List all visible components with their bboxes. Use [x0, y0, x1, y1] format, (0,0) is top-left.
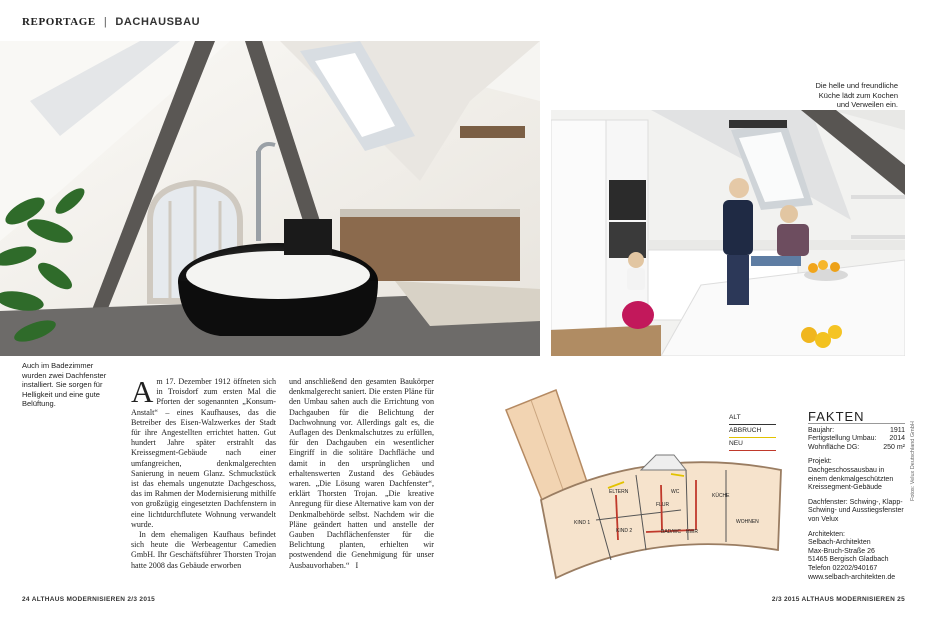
article-paragraph — [131, 374, 276, 530]
architect-line: Selbach-Architekten — [808, 539, 871, 547]
facts-project-label: Projekt: — [808, 458, 832, 466]
room-label: KIND 1 — [574, 520, 591, 526]
bathroom-photo — [0, 41, 540, 356]
kitchen-photo — [551, 110, 905, 356]
legend-item-neu — [729, 440, 776, 451]
kitchen-illustration — [551, 110, 905, 356]
photo-credit: Fotos: Velux Deutschland GmbH — [910, 421, 916, 501]
room-label: WOHNEN — [736, 519, 759, 525]
section-label: REPORTAGE — [22, 16, 96, 28]
footer-right: 2/3 2015 ALTHAUS MODERNISIEREN 25 — [771, 596, 905, 603]
room-label: WC — [671, 489, 680, 495]
facts-value: 250 m² — [883, 443, 905, 451]
legend-label: ABBRUCH — [729, 427, 762, 434]
facts-box — [808, 409, 916, 582]
floor-plan-drawing — [496, 370, 786, 585]
article-paragraph: In dem ehemaligen Kaufhaus befindet sich heute die Werbeagentur Camedien GmbH. Ihr Geschäftsführer Thorsten Trojan hatte 2008 das Gebäude erworben — [131, 530, 276, 570]
facts-label: Wohnfläche DG: — [808, 443, 860, 451]
kitchen-caption: Die helle und freundliche Küche lädt zum Kochen und Verweilen ein. — [815, 81, 898, 109]
room-label: KIND 2 — [616, 528, 633, 534]
paragraph-text: m 17. Dezember 1912 öffneten sich in Troisdorf zum ersten Mal die Pforten der sogenannten „Konsum-Anstalt“ – eines Kaufhauses, das die Betreiber des Eisen-Walzwerkes der Stadt für ihre Angestellten errichtet hatten. Gut hundert Jahre später erstrahlt das Kreissegment-Gebäude nach einer umfangreichen, denkmalgerechten Sanierung in neuem Glanz. Schmuckstück ist das ehemals ungenutzte Dachgeschoss, das im Rahmen der Modernisierung mithilfe von großzügig eingesetzten Dachfenstern in eine lichtdurchflutete Wohnung verwandelt wurde. — [131, 377, 276, 529]
page-header — [22, 16, 200, 28]
legend-item-abbruch — [729, 427, 776, 438]
facts-row — [808, 435, 905, 444]
facts-title: FAKTEN — [808, 413, 905, 424]
bathroom-caption: Auch im Badezimmer wurden zwei Dachfenster installiert. Sie sorgen für Helligkeit und eine gute Belüftung. — [22, 361, 107, 408]
room-label: KÜCHE — [712, 493, 730, 499]
bathroom-illustration — [0, 41, 540, 356]
facts-project-text: Dachgeschossausbau in einem denkmalgeschützten Kreissegment-Gebäude — [808, 466, 894, 492]
facts-value: 1911 — [889, 426, 905, 434]
legend-item-alt — [729, 414, 776, 425]
facts-label: Baujahr: — [808, 426, 835, 434]
end-mark: I — [355, 560, 359, 570]
facts-architects-label: Architekten: — [808, 530, 845, 538]
paragraph-text: und anschließend den gesamten Baukörper denkmalgerecht saniert. Die ersten Pläne für den Umbau sahen auch die Errichtung von Dachgauben für die Belichtung der Dachwohnung vor. Allerdings galt es, die Auflagen des Denkmalschutzes zu erfüllen, für den Dachgauben ein wesentlicher Eingriff in die solitäre Dachfläche und damit in den ursprünglichen und erhaltenswerten Zustand des Gebäudes waren. „Die Lösung waren Dachfenster“, erklärt Thorsten Trojan. „Die kreative Anregung für diese Alternative kam von der Denkmalbehörde selbst. Nachdem wir die Pläne geändert hatten und anstelle der Gauben Dachflächenfenster für die Belichtung planten, erhielten wir postwendend die Genehmigung für unser Ausbauvorhaben.“ — [289, 377, 434, 570]
facts-windows: Dachfenster: Schwing-, Klapp-Schwing- und Ausstiegsfenster von Velux — [808, 498, 904, 523]
legend-swatch — [729, 437, 776, 439]
architect-line: www.selbach-architekten.de — [808, 573, 896, 581]
facts-row — [808, 427, 905, 436]
plan-legend — [729, 414, 776, 453]
header-separator: | — [103, 16, 108, 28]
architect-line: Max-Bruch-Straße 26 — [808, 547, 875, 555]
drop-cap: A — [131, 374, 154, 409]
room-label: ELTERN — [609, 489, 629, 495]
legend-swatch — [729, 424, 776, 426]
facts-value: 2014 — [889, 435, 905, 443]
facts-row — [808, 444, 905, 453]
room-label: HWR — [686, 529, 698, 535]
topic-label: DACHAUSBAU — [115, 16, 201, 28]
architect-line: 51465 Bergisch Gladbach — [808, 556, 889, 564]
room-label: FLUR — [656, 502, 670, 508]
facts-project — [808, 458, 905, 492]
floor-plan — [496, 370, 786, 585]
architect-line: Telefon 02202/940167 — [808, 564, 878, 572]
facts-architects — [808, 531, 905, 583]
article-column-1 — [131, 374, 276, 571]
legend-label: NEU — [729, 440, 743, 447]
legend-swatch — [729, 450, 776, 452]
facts-label: Fertigstellung Umbau: — [808, 435, 877, 443]
article-paragraph — [289, 377, 434, 571]
room-label: BAD/WC — [661, 529, 681, 535]
legend-label: ALT — [729, 414, 741, 421]
footer-left: 24 ALTHAUS MODERNISIEREN 2/3 2015 — [22, 596, 156, 603]
article-column-2 — [289, 377, 434, 571]
